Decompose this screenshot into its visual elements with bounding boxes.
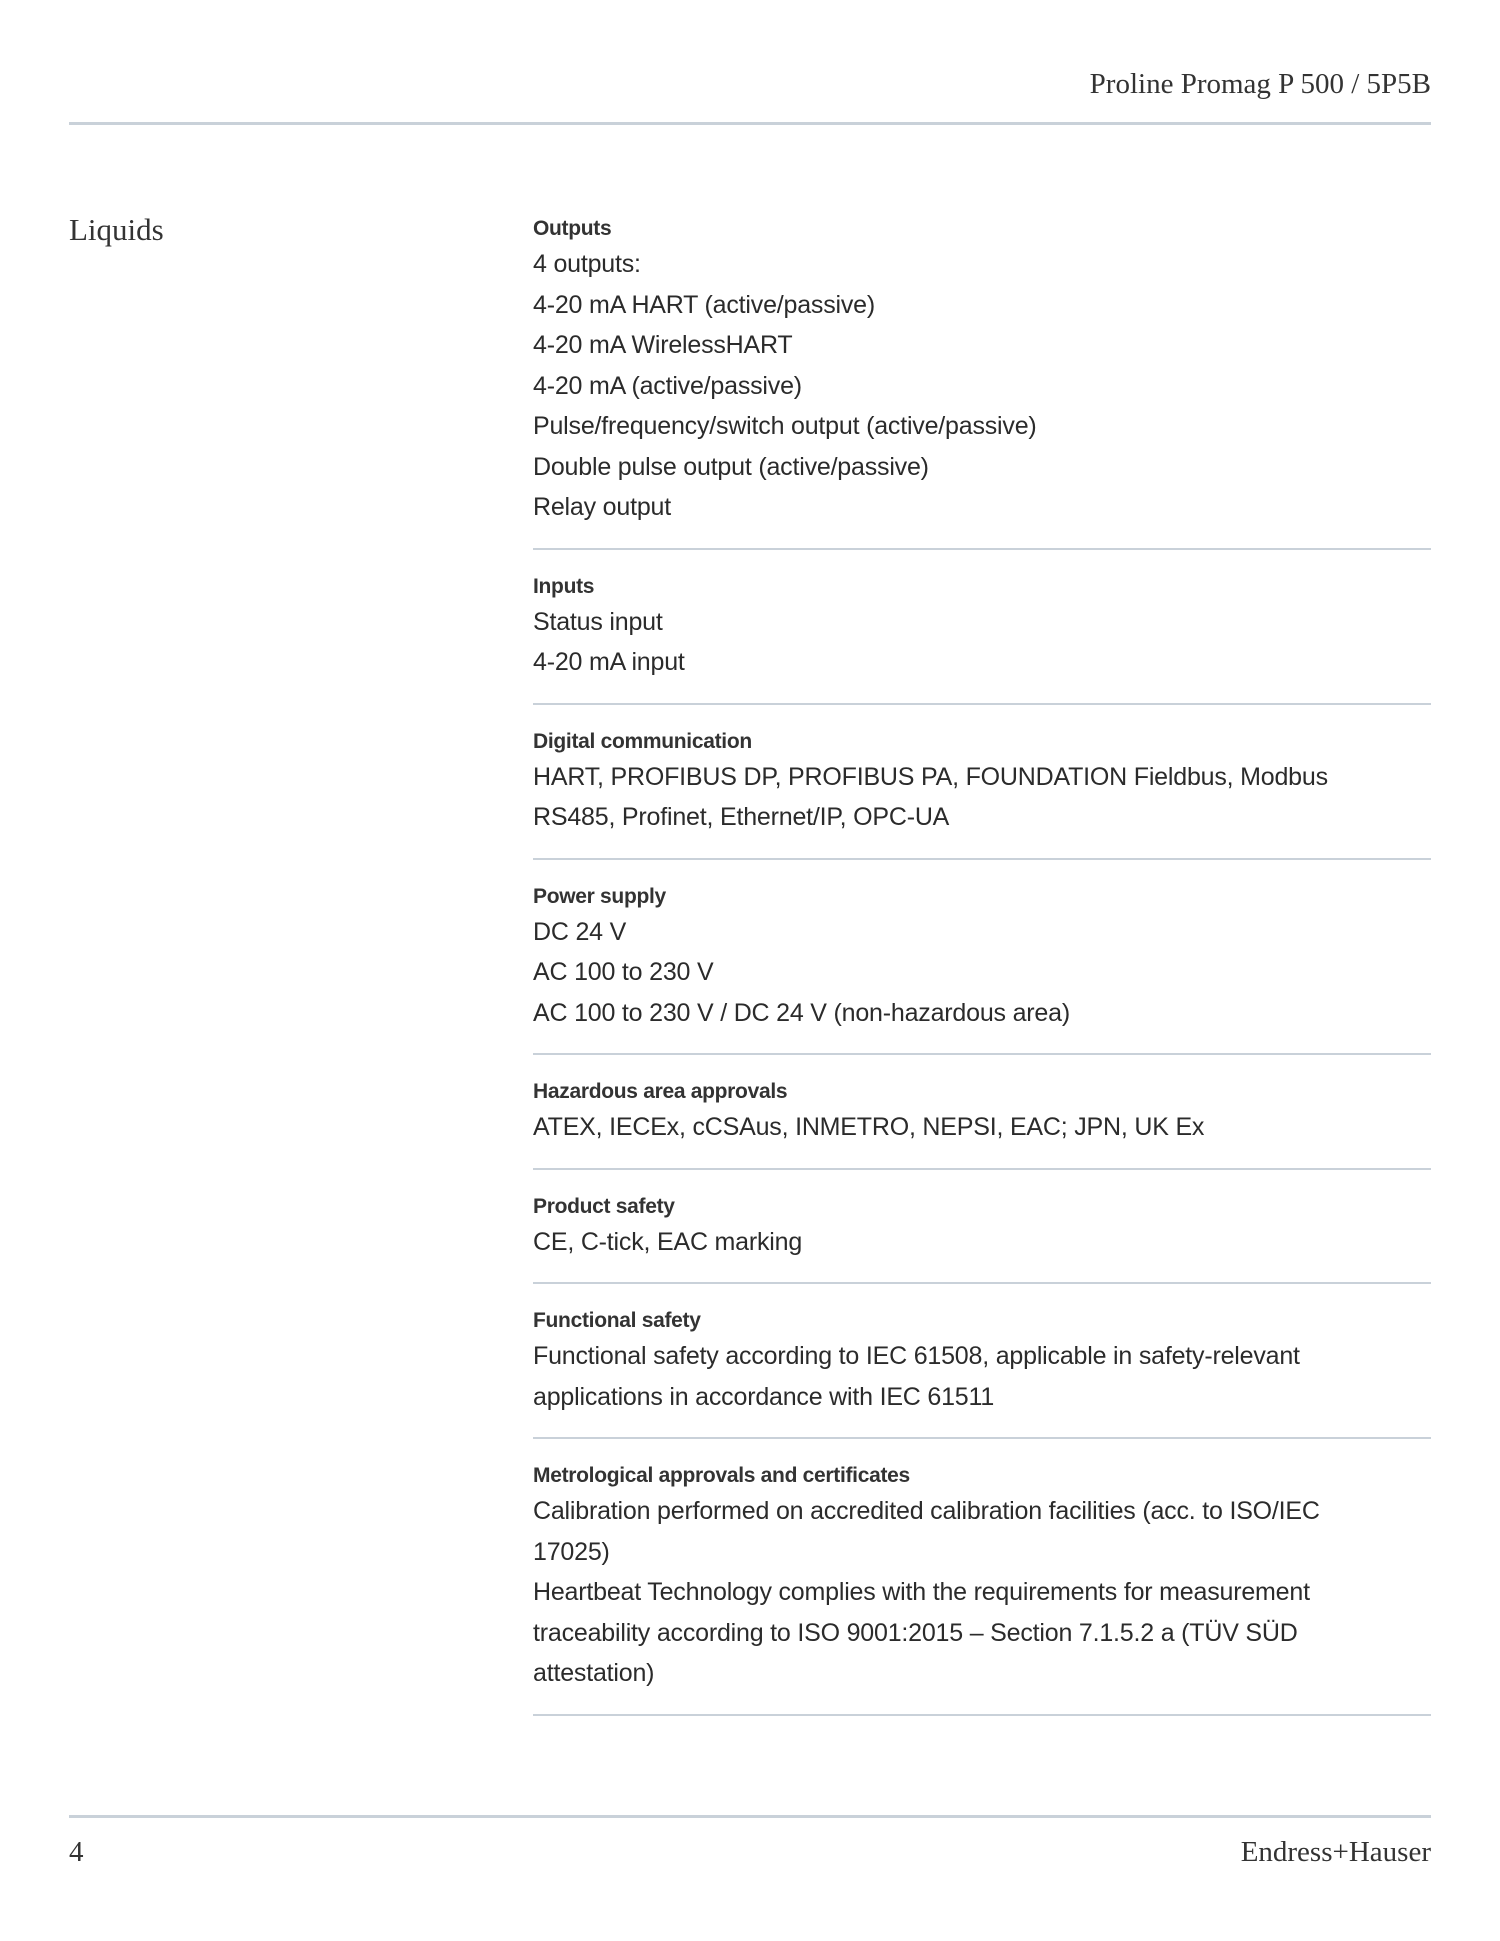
spec-line: Heartbeat Technology complies with the requirements for measurement [533,1578,1310,1606]
spec-section [533,572,1431,705]
spec-line: applications in accordance with IEC 61511 [533,1382,995,1411]
section-heading: Inputs [533,574,595,598]
spec-section [533,727,1431,860]
spec-line: AC 100 to 230 V [533,958,714,986]
spec-line: ATEX, IECEx, cCSAus, INMETRO, NEPSI, EAC; JPN, UK Ex [533,1113,1205,1141]
page-number: 4 [69,1836,84,1868]
spec-line: AC 100 to 230 V / DC 24 V (non-hazardous area) [533,998,1070,1027]
header-divider [69,122,1431,125]
spec-line: Functional safety according to IEC 61508, applicable in safety-relevant [533,1342,1300,1370]
footer-divider [69,1815,1431,1818]
section-heading: Functional safety [533,1309,701,1332]
spec-line: 4-20 mA WirelessHART [533,331,793,359]
spec-line: CE, C-tick, EAC marking [533,1227,803,1256]
section-heading: Hazardous area approvals [533,1080,788,1103]
spec-line: attestation) [533,1659,655,1687]
section-heading: Metrological approvals and certificates [533,1464,910,1487]
spec-line: Calibration performed on accredited calibration facilities (acc. to ISO/IEC [533,1497,1320,1525]
spec-list [533,214,1431,1738]
spec-section [533,214,1431,550]
section-heading: Digital communication [533,729,752,753]
spec-line: 4-20 mA (active/passive) [533,371,802,400]
spec-section [533,1306,1431,1439]
spec-line: Relay output [533,493,671,521]
spec-section [533,1077,1431,1170]
spec-line: 4-20 mA input [533,648,685,676]
spec-section [533,1461,1431,1716]
spec-section [533,1192,1431,1285]
spec-line: RS485, Profinet, Ethernet/IP, OPC-UA [533,803,950,831]
spec-line: Double pulse output (active/passive) [533,452,929,481]
document-title: Proline Promag P 500 / 5P5B [1089,68,1431,100]
spec-section [533,882,1431,1056]
spec-line: Pulse/frequency/switch output (active/passive) [533,412,1037,440]
spec-line: 17025) [533,1537,610,1566]
spec-line: 4 outputs: [533,250,641,278]
section-heading: Outputs [533,217,612,240]
section-heading: Product safety [533,1194,675,1218]
side-heading: Liquids [69,212,164,247]
spec-line: 4-20 mA HART (active/passive) [533,290,876,319]
spec-line: DC 24 V [533,917,627,946]
spec-line: HART, PROFIBUS DP, PROFIBUS PA, FOUNDATION Fieldbus, Modbus [533,762,1328,791]
spec-line: Status input [533,607,663,636]
spec-line: traceability according to ISO 9001:2015 – Section 7.1.5.2 a (TÜV SÜD [533,1618,1298,1647]
section-heading: Power supply [533,884,666,908]
brand-name: Endress+Hauser [1240,1836,1431,1868]
